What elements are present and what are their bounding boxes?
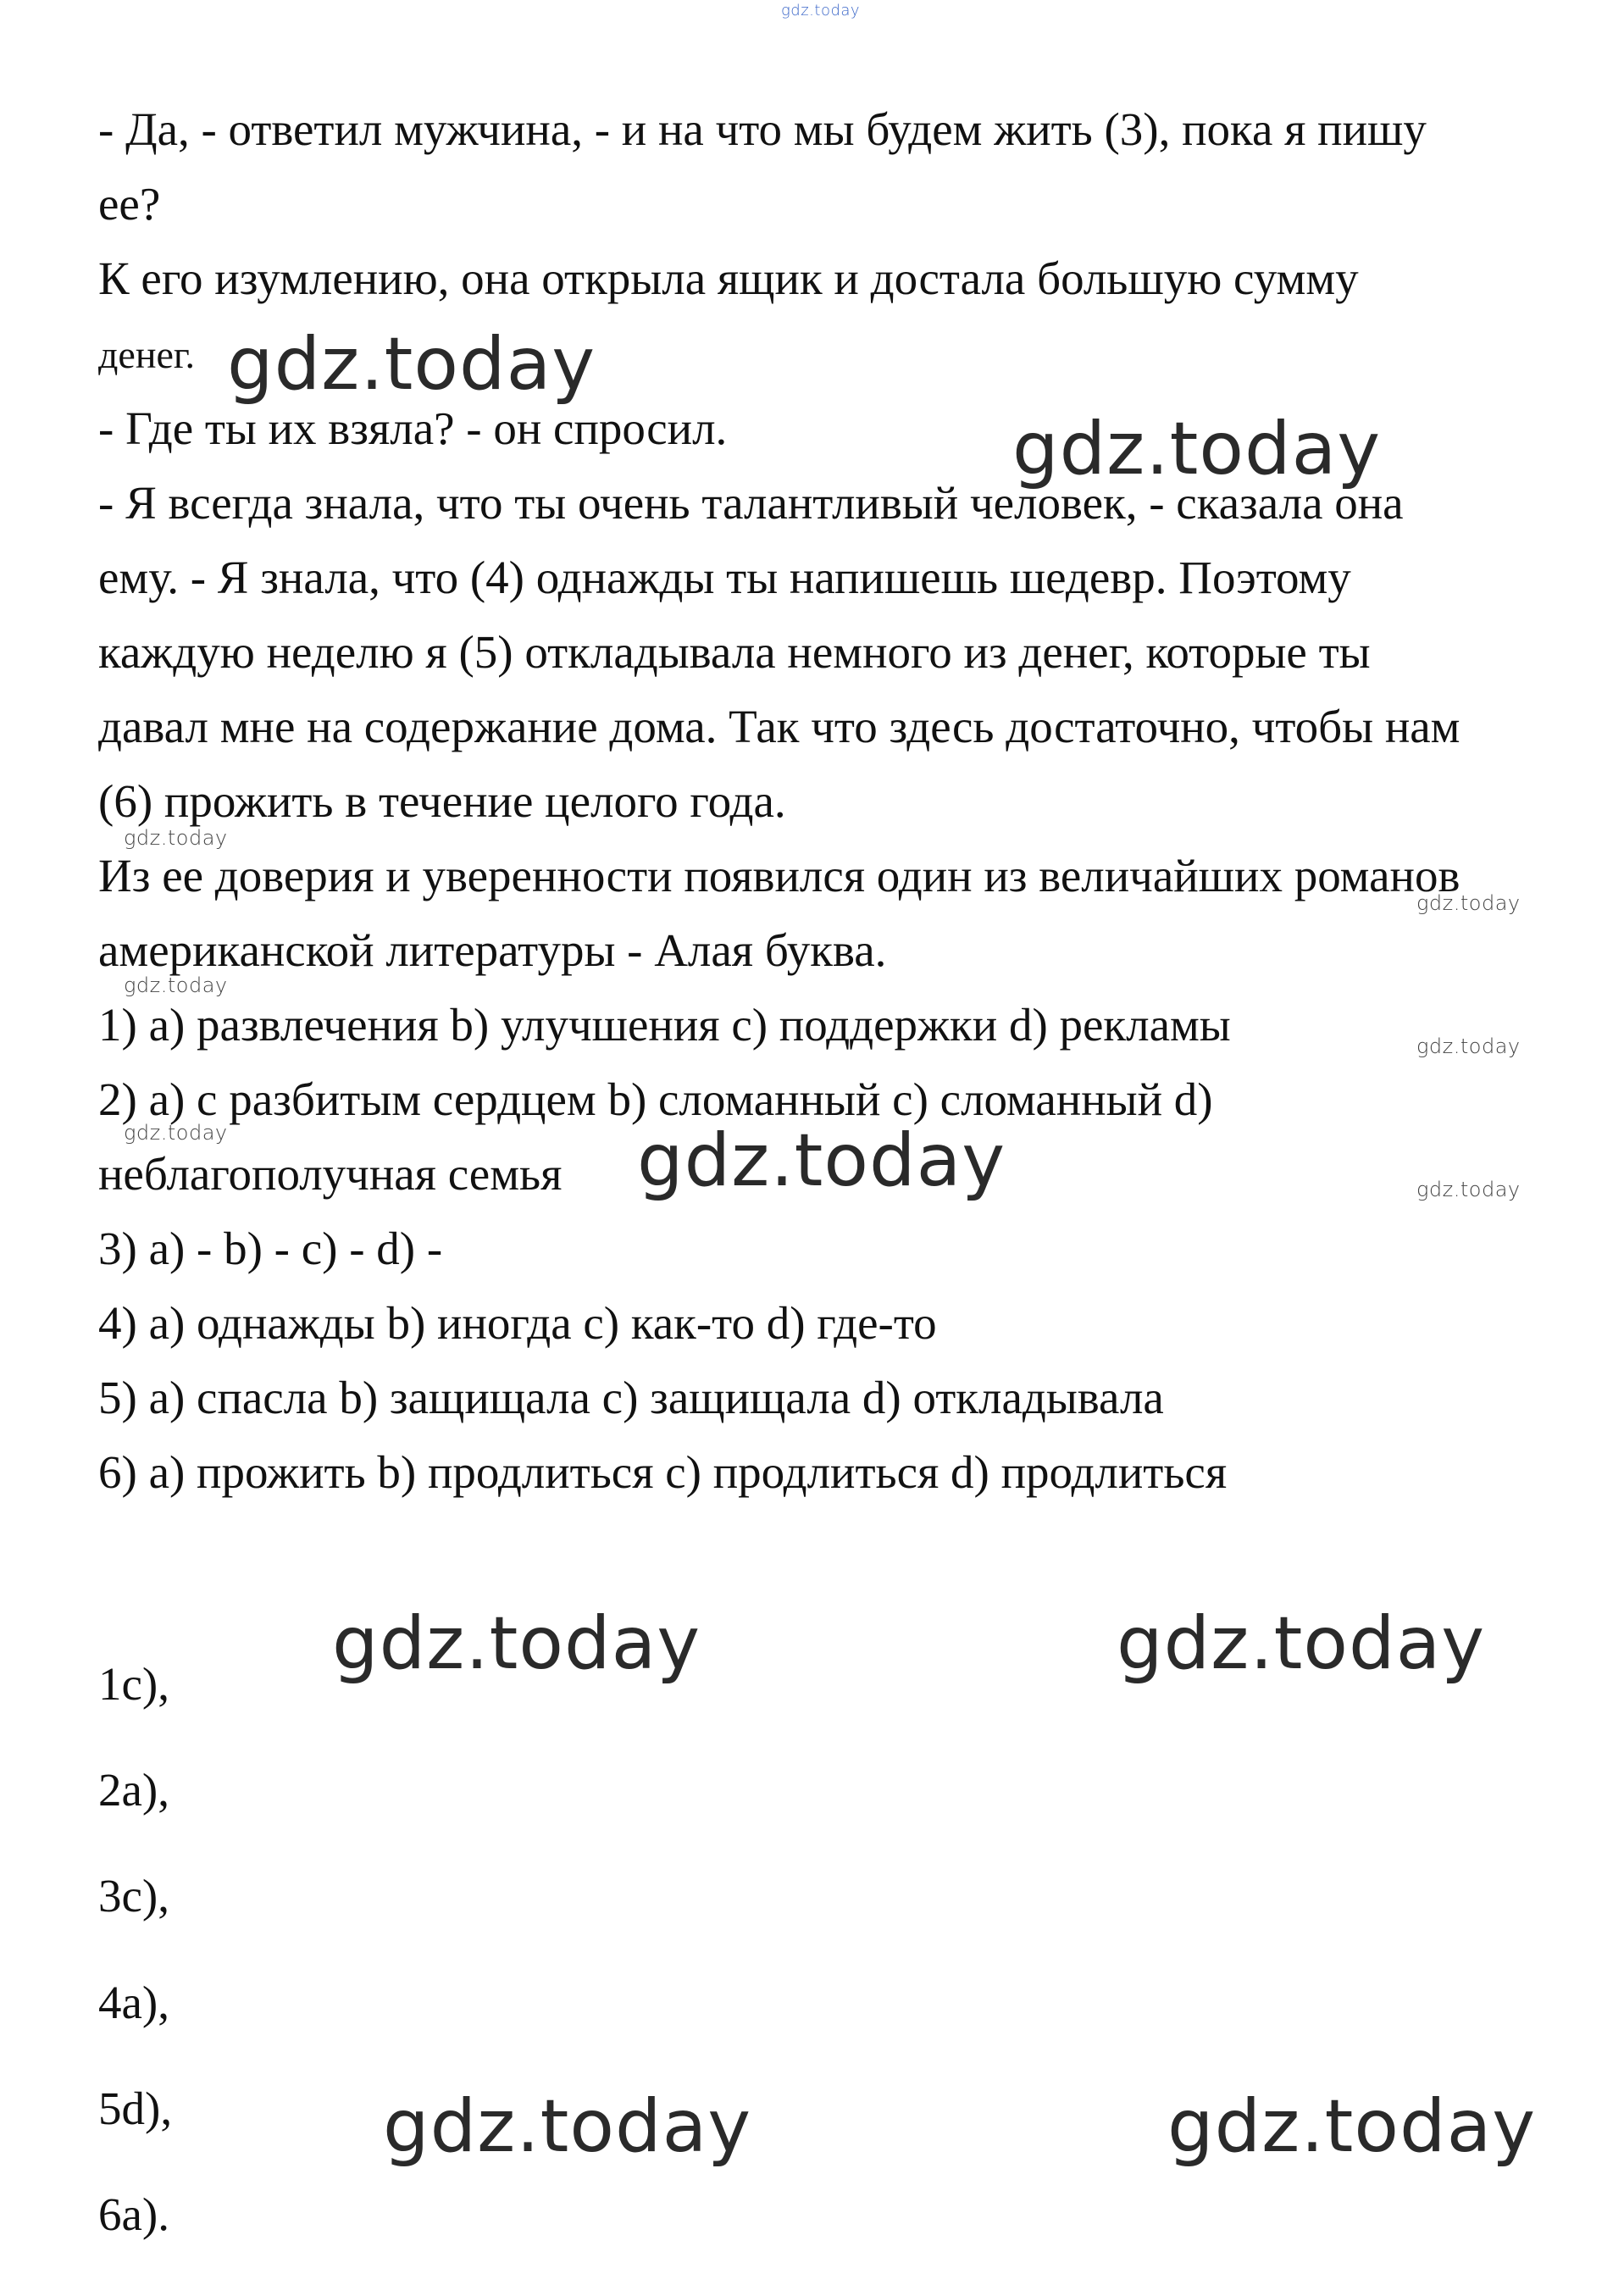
story-line: давал мне на содержание дома. Так что здесь достаточно, чтобы нам <box>98 701 1460 752</box>
story-line: каждую неделю я (5) откладывала немного из денег, которые ты <box>98 626 1371 678</box>
option-line: 1) a) развлечения b) улучшения c) поддержки d) рекламы <box>98 999 1231 1051</box>
option-line: 5) a) спасла b) защищала c) защищала d) откладывала <box>98 1372 1164 1423</box>
answer-item: 1c), <box>98 1658 169 1710</box>
answer-item: 3c), <box>98 1870 169 1922</box>
watermark-small: gdz.today <box>124 973 228 997</box>
answer-item: 5d), <box>98 2082 173 2134</box>
story-line: (6) прожить в течение целого года. <box>98 775 786 827</box>
option-line: 6) a) прожить b) продлиться c) продлиться d) продлиться <box>98 1446 1228 1498</box>
watermark: gdz.today <box>1012 407 1382 491</box>
option-line: 4) a) однажды b) иногда c) как-то d) где-то <box>98 1297 937 1349</box>
story-line: К его изумлению, она открыла ящик и достала большую сумму <box>98 252 1359 304</box>
answer-item: 4a), <box>98 1977 169 2028</box>
watermark-top: gdz.today <box>781 2 861 19</box>
watermark-small: gdz.today <box>1416 891 1521 915</box>
story-line: ее? <box>98 178 161 230</box>
story-line: - Да, - ответил мужчина, - и на что мы будем жить (3), пока я пишу <box>98 103 1427 155</box>
watermark-small: gdz.today <box>124 1121 228 1145</box>
watermark-small: gdz.today <box>124 826 228 850</box>
watermark: gdz.today <box>1167 2084 1537 2169</box>
story-line: Из ее доверия и уверенности появился один из величайших романов <box>98 850 1460 901</box>
story-line: - Я всегда знала, что ты очень талантливый человек, - сказала она <box>98 477 1404 529</box>
option-line: 3) a) - b) - c) - d) - <box>98 1223 443 1274</box>
option-line: 2) a) с разбитым сердцем b) сломанный c) сломанный d) <box>98 1073 1213 1125</box>
watermark: gdz.today <box>383 2084 752 2169</box>
story-line: денег. <box>98 333 196 376</box>
watermark-small: gdz.today <box>1416 1034 1521 1058</box>
option-line: неблагополучная семья <box>98 1148 563 1200</box>
watermark: gdz.today <box>332 1601 701 1686</box>
story-line: ему. - Я знала, что (4) однажды ты напишешь шедевр. Поэтому <box>98 552 1351 603</box>
answer-item: 6a). <box>98 2188 169 2240</box>
answer-item: 2a), <box>98 1764 169 1816</box>
watermark-small: gdz.today <box>1416 1178 1521 1201</box>
story-line: американской литературы - Алая буква. <box>98 924 887 976</box>
watermark: gdz.today <box>637 1118 1006 1203</box>
watermark: gdz.today <box>1117 1601 1486 1686</box>
story-line: - Где ты их взяла? - он спросил. <box>98 402 728 454</box>
watermark: gdz.today <box>227 322 596 407</box>
